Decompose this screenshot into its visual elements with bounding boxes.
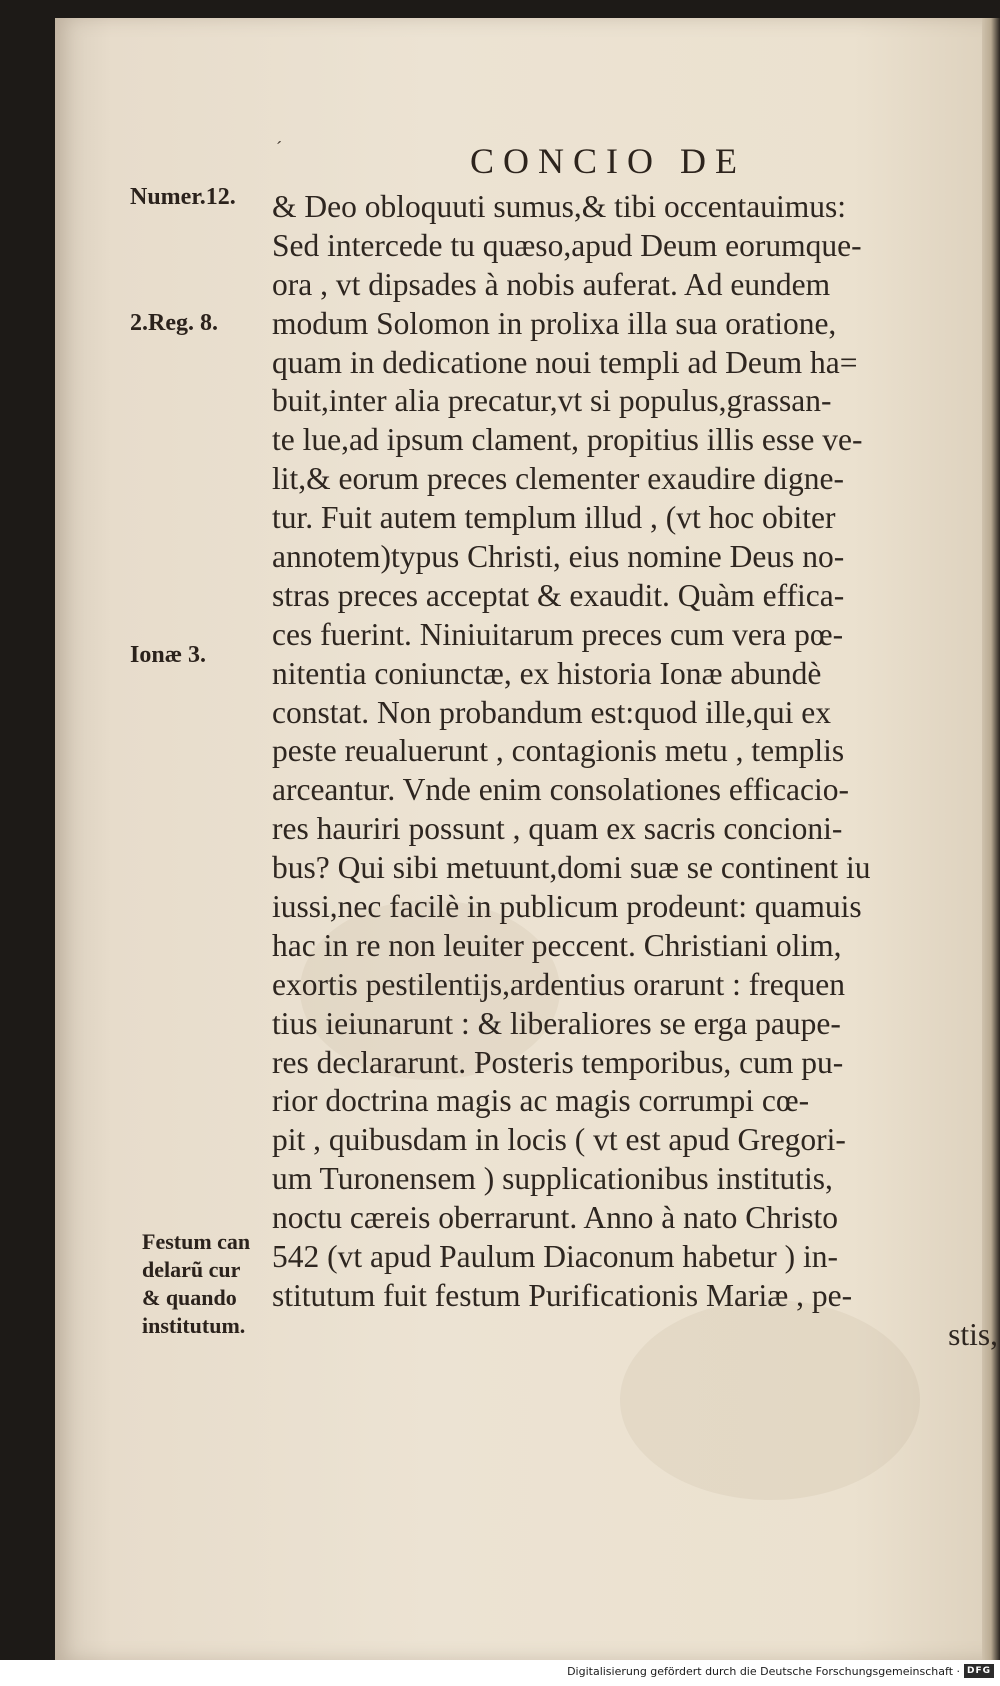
margin-note-festum: [142, 1228, 282, 1340]
text-line: ces fuerint. Niniuitarum preces cum vera pœ-: [272, 616, 844, 652]
text-line: nitentia coniunctæ, ex historia Ionæ abundè: [272, 655, 822, 691]
text-line: stitutum fuit festum Purificationis Mariæ , pe-: [272, 1277, 853, 1313]
catchword: stis,: [948, 1316, 998, 1352]
margin-note-numeri: Numer.12.: [130, 184, 236, 210]
margin-note-ionae: Ionæ 3.: [130, 642, 207, 668]
text-line: modum Solomon in prolixa illa sua oratione,: [272, 305, 837, 341]
margin-note-reg: 2.Reg. 8.: [130, 310, 218, 336]
text-line: peste reualuerunt , contagionis metu , templis: [272, 733, 845, 769]
head-mark: ´: [276, 138, 282, 158]
margin-note-festum-line: institutum.: [142, 1313, 246, 1338]
text-line: 542 (vt apud Paulum Diaconum habetur ) in-: [272, 1239, 839, 1275]
text-line: bus? Qui sibi metuunt,domi suæ se continent iu: [272, 850, 871, 886]
footer-credit: Digitalisierung gefördert durch die Deutsche Forschungsgemeinschaft ·: [567, 1665, 960, 1678]
text-line: um Turonensem ) supplicationibus institutis,: [272, 1161, 833, 1197]
running-head: CONCIO DE: [470, 141, 746, 181]
text-line: ora , vt dipsades à nobis auferat. Ad eundem: [272, 266, 831, 302]
text-line: tur. Fuit autem templum illud , (vt hoc obiter: [272, 500, 836, 536]
body-text: [272, 188, 1000, 1355]
margin-note-festum-line: & quando: [142, 1285, 237, 1310]
text-line: res hauriri possunt , quam ex sacris concioni-: [272, 811, 843, 847]
text-line: annotem)typus Christi, eius nomine Deus no-: [272, 539, 845, 575]
text-line: buit,inter alia precatur,vt si populus,grassan-: [272, 383, 832, 419]
text-line: arceantur. Vnde enim consolationes efficacio-: [272, 772, 849, 808]
text-line: Sed intercede tu quæso,apud Deum eorumque-: [272, 227, 862, 263]
margin-note-festum-line: delarũ cur: [142, 1257, 241, 1282]
text-line: constat. Non probandum est:quod ille,qui ex: [272, 694, 832, 730]
text-line: pit , quibusdam in locis ( vt est apud Gregori-: [272, 1122, 846, 1158]
text-line: iussi,nec facilè in publicum prodeunt: quamuis: [272, 889, 862, 925]
text-line: exortis pestilentijs,ardentius orarunt : frequen: [272, 966, 845, 1002]
text-line: stras preces acceptat & exaudit. Quàm effica-: [272, 577, 845, 613]
margin-note-festum-line: Festum can: [142, 1229, 251, 1254]
text-line: tius ieiunarunt : & liberaliores se erga paupe-: [272, 1005, 841, 1041]
text-line: res declararunt. Posteris temporibus, cum pu-: [272, 1044, 844, 1080]
text-line: lit,& eorum preces clementer exaudire digne-: [272, 461, 844, 497]
dfg-logo-icon: DFG: [964, 1664, 994, 1678]
footer-bar: [0, 1660, 1000, 1686]
text-line: & Deo obloquuti sumus,& tibi occentauimus:: [272, 189, 846, 224]
text-line: quam in dedicatione noui templi ad Deum ha=: [272, 344, 858, 380]
text-line: rior doctrina magis ac magis corrumpi cœ-: [272, 1083, 810, 1119]
text-line: noctu cæreis oberrarunt. Anno à nato Christo: [272, 1200, 839, 1236]
text-line: hac in re non leuiter peccent. Christiani olim,: [272, 927, 842, 963]
text-line: te lue,ad ipsum clament, propitius illis esse ve-: [272, 422, 863, 458]
